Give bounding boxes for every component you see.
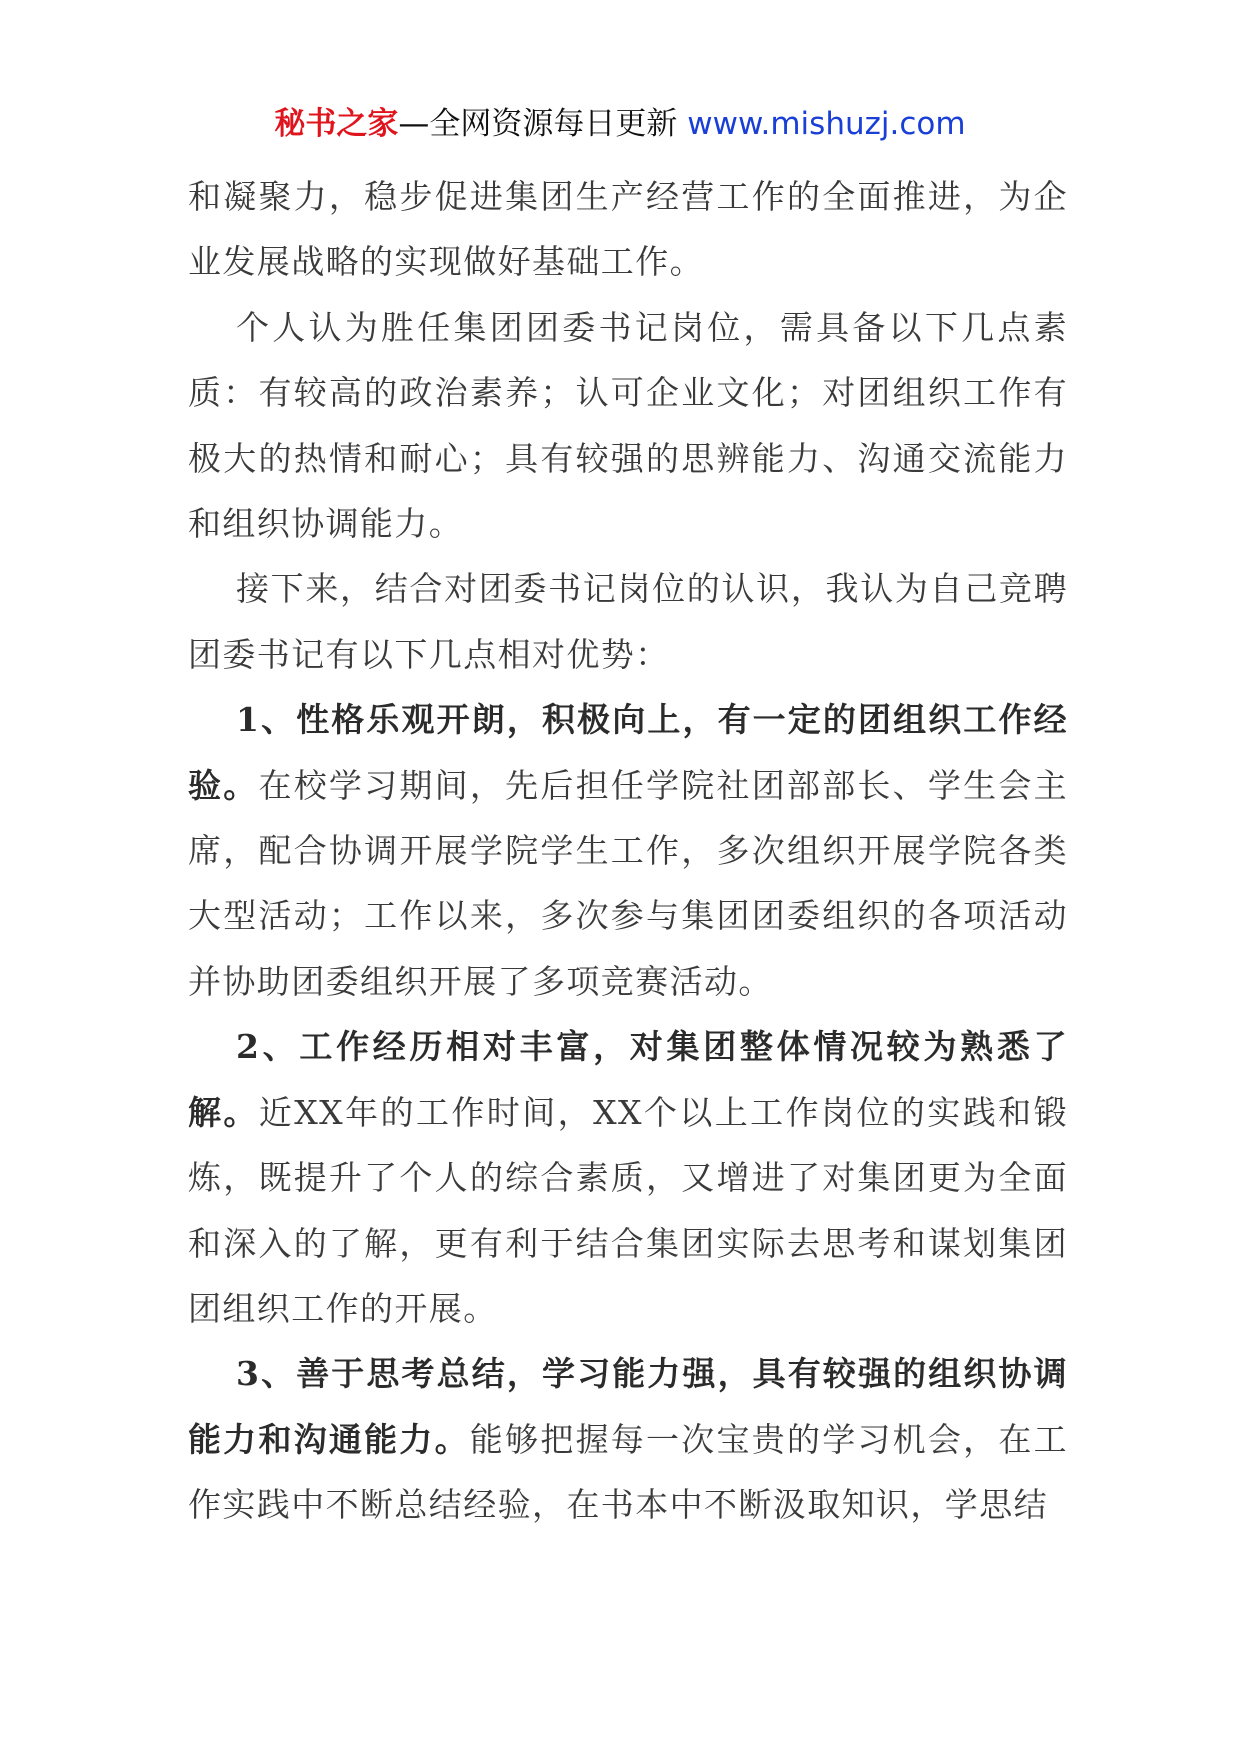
paragraph-5 — [188, 1014, 1068, 1341]
paragraph-4-heading: 1、性格乐观开朗，积极向上，有一定的团组织工作经验。 — [188, 700, 1068, 805]
paragraph-3: 接下来，结合对团委书记岗位的认识，我认为自己竞聘团委书记有以下几点相对优势： — [188, 569, 1068, 674]
paragraph-6-text: 能够把握每一次宝贵的学习机会，在工作实践中不断总结经验，在书本中不断汲取知识，学思结 — [188, 1419, 1068, 1525]
paragraph-4-text: 在校学习期间，先后担任学院社团部部长、学生会主席，配合协调开展学院学生工作，多次组织开展学院各类大型活动；工作以来，多次参与集团团委组织的各项活动并协助团委组织开展了多项竞赛活动。 — [188, 765, 1068, 1001]
header-site-link[interactable]: www.mishuzj.com — [687, 106, 966, 142]
page-header — [0, 102, 1240, 146]
paragraph-1: 和凝聚力，稳步促进集团生产经营工作的全面推进，为企业发展战略的实现做好基础工作。 — [188, 177, 1068, 282]
paragraph-4 — [188, 687, 1068, 1014]
paragraph-2: 个人认为胜任集团团委书记岗位，需具备以下几点素质：有较高的政治素养；认可企业文化；对团组织工作有极大的热情和耐心；具有较强的思辨能力、沟通交流能力和组织协调能力。 — [188, 307, 1068, 544]
header-brand: 秘书之家 — [274, 106, 399, 142]
paragraph-6 — [188, 1341, 1068, 1537]
paragraph-5-text: 近XX年的工作时间，XX个以上工作岗位的实践和锻炼，既提升了个人的综合素质，又增进了对集团更为全面和深入的了解，更有利于结合集团实际去思考和谋划集团团组织工作的开展。 — [188, 1092, 1068, 1328]
document-body — [188, 164, 1068, 1538]
header-slogan: —全网资源每日更新 — [398, 106, 678, 142]
paragraph-6-heading: 3、善于思考总结，学习能力强，具有较强的组织协调能力和沟通能力。 — [188, 1354, 1068, 1459]
paragraph-5-heading: 2、工作经历相对丰富，对集团整体情况较为熟悉了解。 — [188, 1027, 1068, 1132]
